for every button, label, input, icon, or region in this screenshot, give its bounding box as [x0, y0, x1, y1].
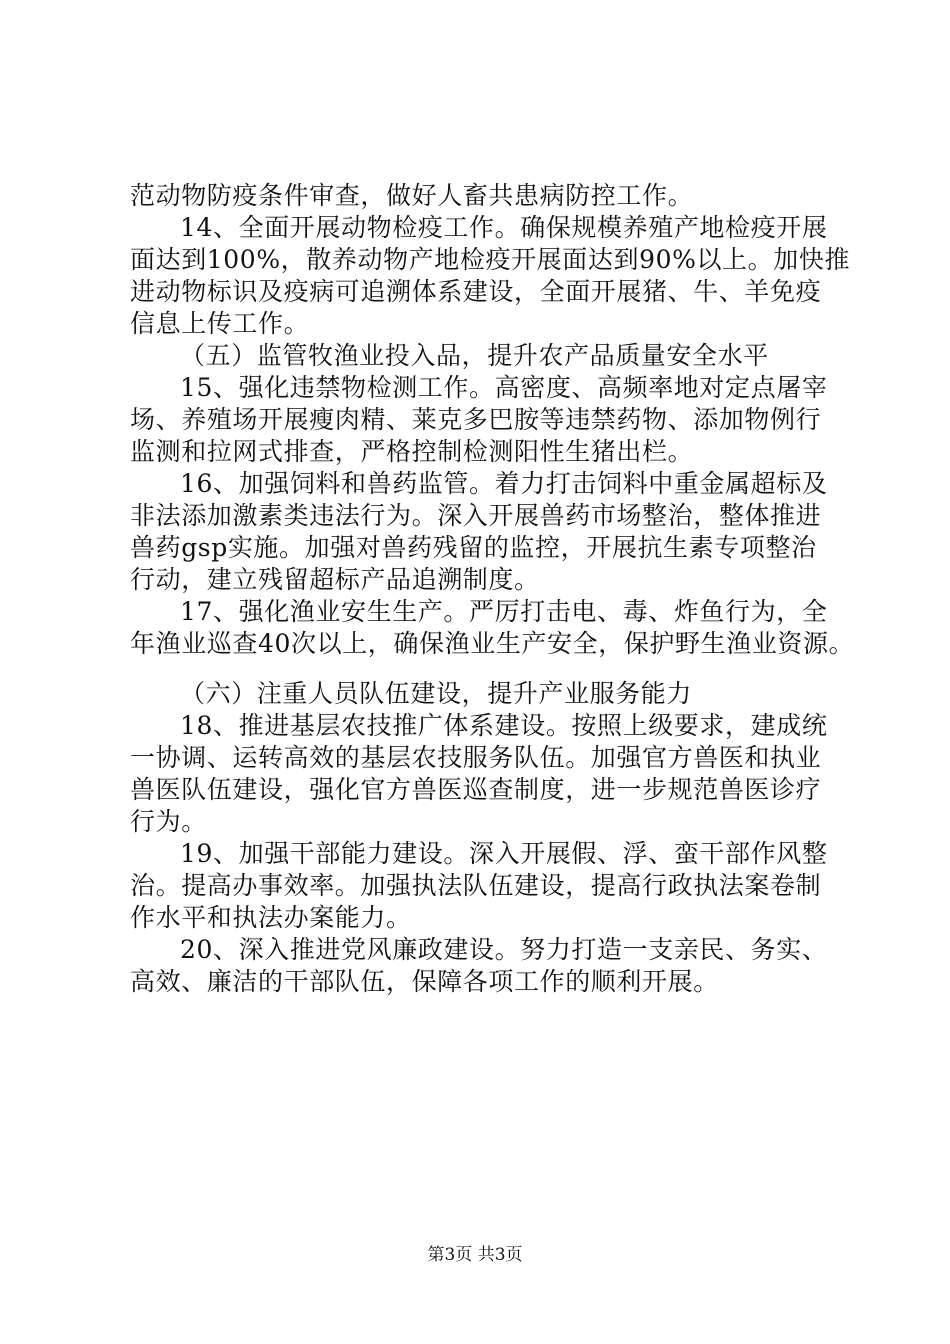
- paragraph-line: 面达到100%，散养动物产地检疫开展面达到90%以上。加快推: [130, 245, 851, 274]
- paragraph-line: 高效、廉洁的干部队伍，保障各项工作的顺利开展。: [130, 967, 719, 996]
- paragraph-line: 年渔业巡查40次以上，确保渔业生产安全，保护野生渔业资源。: [130, 629, 855, 658]
- paragraph-line: 非法添加激素类违法行为。深入开展兽药市场整治，整体推进: [130, 501, 822, 530]
- paragraph-line: 进动物标识及疫病可追溯体系建设，全面开展猪、牛、羊免疫: [130, 277, 822, 306]
- paragraph-line: 16、加强饲料和兽药监管。着力打击饲料中重金属超标及: [180, 469, 828, 498]
- page-footer: 第3页 共3页: [427, 1245, 523, 1265]
- paragraph-line: 行动，建立残留超标产品追溯制度。: [130, 565, 540, 594]
- paragraph-line: 19、加强干部能力建设。深入开展假、浮、蛮干部作风整: [180, 839, 828, 868]
- paragraph-line: 范动物防疫条件审查，做好人畜共患病防控工作。: [130, 181, 694, 210]
- paragraph-line: 兽医队伍建设，强化官方兽医巡查制度，进一步规范兽医诊疗: [130, 775, 822, 804]
- paragraph-line: 场、养殖场开展瘦肉精、莱克多巴胺等违禁药物、添加物例行: [130, 405, 822, 434]
- paragraph-line: 18、推进基层农技推广体系建设。按照上级要求，建成统: [180, 711, 828, 740]
- paragraph-line: 20、深入推进党风廉政建设。努力打造一支亲民、务实、: [180, 935, 828, 964]
- section-heading: （六）注重人员队伍建设，提升产业服务能力: [180, 679, 693, 708]
- paragraph-line: 作水平和执法办案能力。: [130, 903, 412, 932]
- paragraph-line: 14、全面开展动物检疫工作。确保规模养殖产地检疫开展: [180, 213, 828, 242]
- paragraph-line: 行为。: [130, 807, 207, 836]
- section-heading: （五）监管牧渔业投入品，提升农产品质量安全水平: [180, 341, 769, 370]
- paragraph-line: 15、强化违禁物检测工作。高密度、高频率地对定点屠宰: [180, 373, 828, 402]
- paragraph-line: 监测和拉网式排查，严格控制检测阳性生猪出栏。: [130, 437, 694, 466]
- paragraph-line: 一协调、运转高效的基层农技服务队伍。加强官方兽医和执业: [130, 743, 822, 772]
- paragraph-line: 17、强化渔业安生生产。严厉打击电、毒、炸鱼行为，全: [180, 597, 828, 626]
- paragraph-line: 兽药gsp实施。加强对兽药残留的监控，开展抗生素专项整治: [130, 533, 817, 562]
- paragraph-line: 治。提高办事效率。加强执法队伍建设，提高行政执法案卷制: [130, 871, 822, 900]
- paragraph-line: 信息上传工作。: [130, 309, 310, 338]
